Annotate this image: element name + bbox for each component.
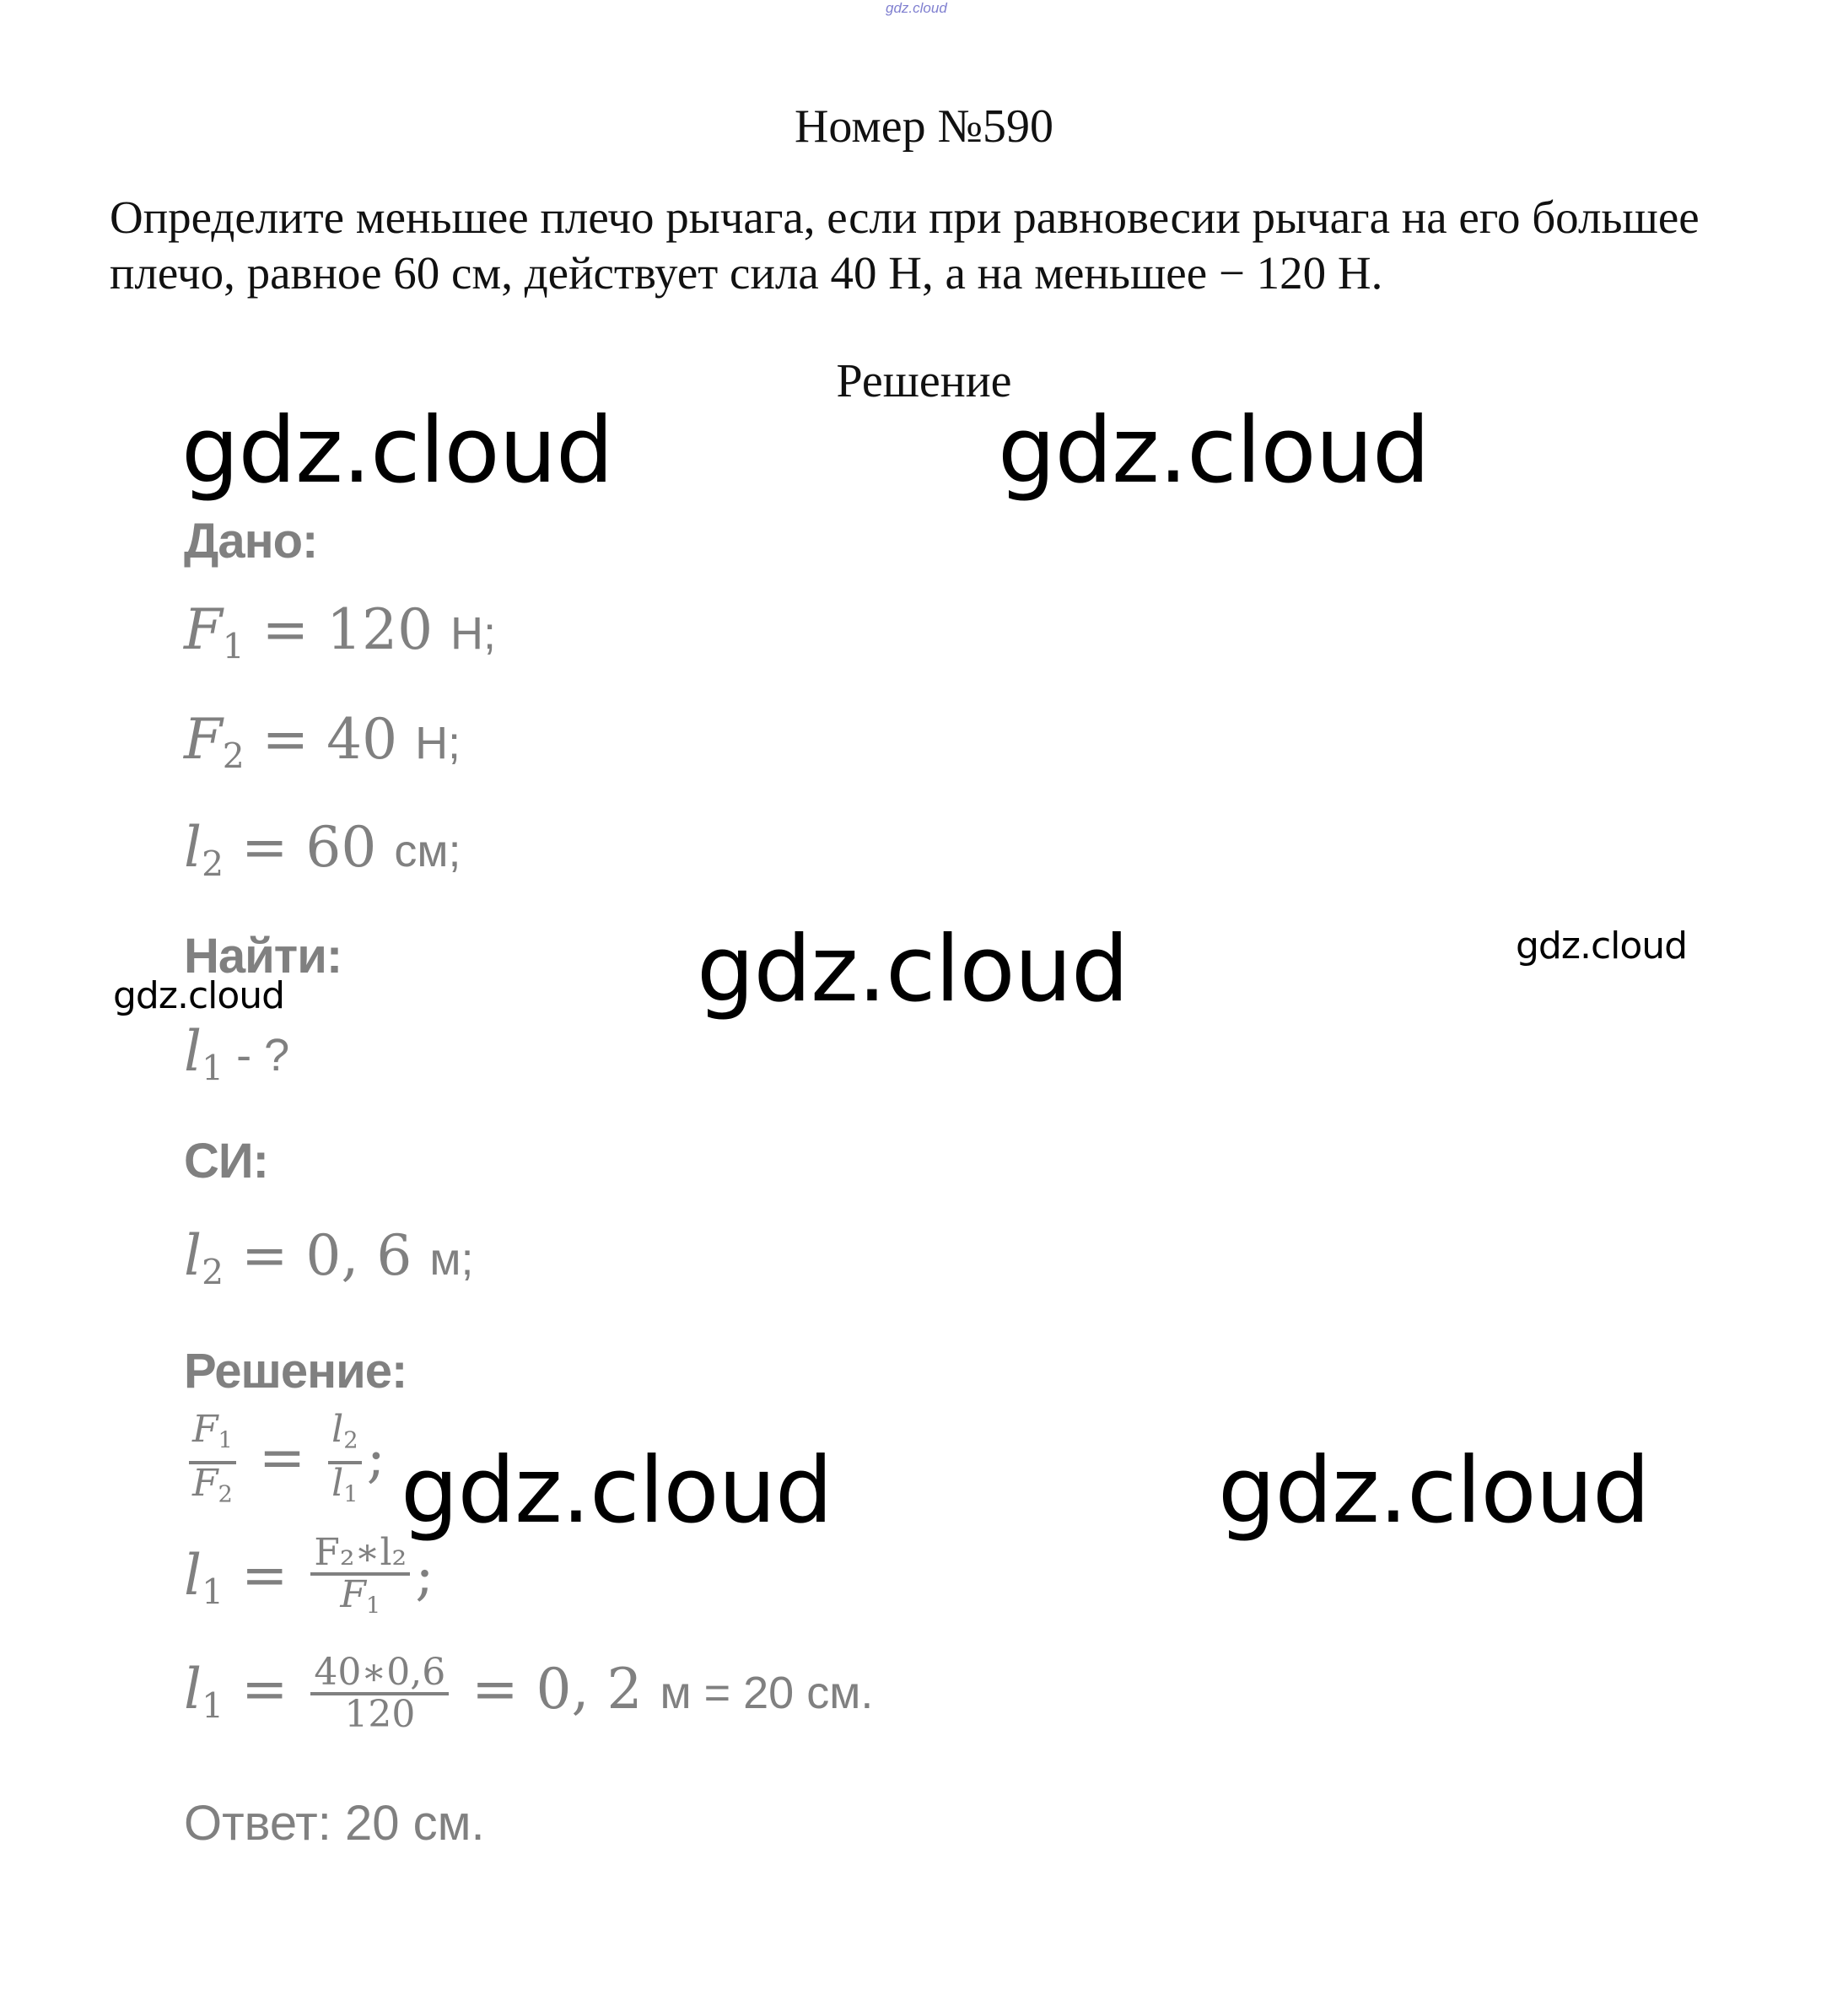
solution-heading: Решение bbox=[836, 355, 1012, 407]
top-watermark: gdz.cloud bbox=[886, 0, 947, 16]
formula-ratio: $\frac{F_1}{F_2}$ = $\frac{l_2}{l_1}$ ; bbox=[184, 1410, 385, 1514]
find-l1: $l_1$ - ? bbox=[184, 1019, 290, 1089]
given-l2: $l_2 = 60$ см; bbox=[184, 815, 461, 885]
formula-l1-calculation: $l_1$ = $\frac{40∗0,6}{120}$ = 0, 2 м = 20 см. bbox=[184, 1651, 874, 1736]
given-f2: $F_2 = 40$ Н; bbox=[184, 707, 461, 777]
watermark: gdz.cloud bbox=[1218, 1438, 1650, 1544]
watermark: gdz.cloud bbox=[113, 974, 285, 1017]
problem-statement: Определите меньшее плечо рычага, если при равновесии рычага на его большее плечо, равное 60 см, действует сила 40 Н, а на меньшее − 120 Н. bbox=[110, 191, 1700, 299]
given-label: Дано: bbox=[184, 514, 318, 569]
si-l2: $l_2 = 0$, 6 м; bbox=[184, 1223, 474, 1293]
watermark: gdz.cloud bbox=[998, 398, 1430, 504]
watermark: gdz.cloud bbox=[181, 398, 613, 504]
si-label: СИ: bbox=[184, 1134, 268, 1189]
given-f1: $F_1 = 120$ Н; bbox=[184, 597, 497, 667]
page-title: Номер №590 bbox=[794, 100, 1054, 153]
answer: Ответ: 20 см. bbox=[184, 1796, 485, 1851]
solution-label: Решение: bbox=[184, 1344, 407, 1399]
formula-l1-expression: $l_1$ = $\frac{\text{F₂∗l₂}}{F_1}$ ; bbox=[184, 1534, 434, 1626]
fraction: $\frac{40∗0,6}{120}$ bbox=[310, 1653, 449, 1734]
find-label: Найти: bbox=[184, 929, 342, 984]
fraction: $\frac{l_2}{l_1}$ bbox=[328, 1410, 361, 1514]
watermark: gdz.cloud bbox=[1516, 924, 1688, 968]
fraction: $\frac{\text{F₂∗l₂}}{F_1}$ bbox=[310, 1534, 410, 1626]
watermark: gdz.cloud bbox=[401, 1438, 832, 1544]
fraction: $\frac{F_1}{F_2}$ bbox=[189, 1410, 236, 1514]
watermark: gdz.cloud bbox=[697, 917, 1129, 1022]
